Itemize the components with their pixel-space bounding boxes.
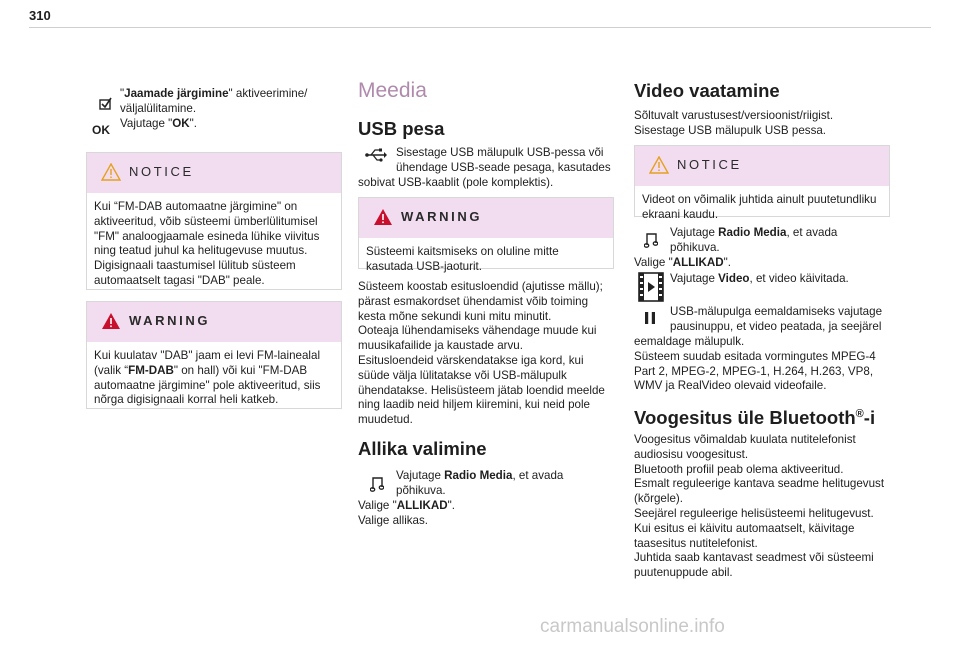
text-line: automaatne järgimine" pole aktiveeritud, siis <box>94 378 321 392</box>
source-step-a: Vajutage Radio Media, et avada põhikuva. <box>396 469 564 497</box>
video-heading: Video vaatamine <box>634 80 780 101</box>
text-line: Kui esitus ei käivitu automaatselt, käivitage <box>634 521 855 535</box>
text-line: Juhtida saab kantavast seadmest või süsteemi <box>634 551 874 565</box>
text-line: muudetud. <box>358 413 413 427</box>
usb-warning-text <box>359 238 613 283</box>
text-line: "Jaamade järgimine" aktiveerimine/ <box>120 87 308 100</box>
warning-triangle-icon <box>373 208 393 231</box>
usb-icon <box>365 148 387 167</box>
text-line: Videot on võimalik juhtida ainult puutetundliku <box>642 193 877 206</box>
warning-box <box>86 301 342 409</box>
ok-key-icon: OK <box>92 123 110 137</box>
video-notice-text <box>635 186 889 231</box>
text-line: ning laadib neid hiljem kiiremini, kui neid pole <box>358 398 591 412</box>
text-line: aktiveeritud, võib süsteemi ümberlülitumisel <box>94 214 318 228</box>
text-line: (valik “FM-DAB" on hall) või kui "FM-DAB <box>94 363 308 377</box>
playlist-text <box>358 280 620 428</box>
text-line: ühendatakse. Helisüsteem jätab loendid meelde <box>358 383 605 397</box>
video-step-1a: Vajutage Radio Media, et avada põhikuva. <box>670 226 838 254</box>
video-notice-box <box>634 145 890 221</box>
warning-text <box>87 342 341 416</box>
usb-heading: USB pesa <box>358 118 445 139</box>
text-line: (kõrgele). <box>634 492 683 506</box>
notice-label: NOTICE <box>677 157 742 172</box>
notice-triangle-icon <box>101 163 121 186</box>
text-line: Esmalt reguleerige kantava seadme helitugevust <box>634 477 885 491</box>
source-heading: Allika valimine <box>358 438 487 459</box>
notice-text <box>87 193 341 297</box>
text-line: taasesitus nutitelefonist. <box>634 536 758 550</box>
text-line: Digisignaali taastumisel lülitub süsteem <box>94 259 296 273</box>
pause-icon <box>644 311 656 330</box>
text-line: väljalülitamine. <box>120 101 197 115</box>
source-step-b: Valige "ALLIKAD". Valige allikas. <box>358 499 455 527</box>
text-line: Sõltuvalt varustusest/versioonist/riigist. <box>634 109 834 122</box>
checkbox-toggle-icon <box>99 97 112 115</box>
text-line: ekraani kaudu. <box>642 207 719 221</box>
video-step-3b: eemaldage mälupulk. Süsteem suudab esitada vormingutes MPEG-4 Part 2, MPEG-2, MPEG-1, H.264, H.263, VP8, WMV ja RealVideo olevaid videofaile. <box>634 335 876 393</box>
notice-label: NOTICE <box>129 164 194 179</box>
text-line: Voogesitus võimaldab kuulata nutitelefonist <box>634 433 856 446</box>
text-line: nõrga digisignaali korral heli katkeb. <box>94 393 279 407</box>
text-line: ning teatud juhul ka helitugevuse muutus. <box>94 244 308 258</box>
text-line: Vajutage "OK". <box>120 116 197 130</box>
tracking-toggle-text <box>120 87 342 131</box>
text-line: Süsteem koostab esitusloendid (ajutisse mällu); <box>358 280 603 293</box>
bluetooth-text <box>634 433 896 581</box>
text-line: kesta mõne sekundi kuni mitu minutit. <box>358 309 552 323</box>
usb-insert-text-b: sobivat USB-kaablit (pole komplektis). <box>358 176 554 189</box>
text-line: Kui kuulatav "DAB" jaam ei levi FM-lainealal <box>94 349 321 362</box>
text-line: automaatselt tagasi "DAB" peale. <box>94 273 265 287</box>
usb-warning-box <box>358 197 614 273</box>
warning-label: WARNING <box>401 209 483 224</box>
music-note-icon <box>644 232 658 253</box>
text-line: süüde välja lülitatakse või USB-mälupulk <box>358 368 567 382</box>
text-line: puutenuppude abil. <box>634 566 733 580</box>
text-line: Süsteemi kaitsmiseks on oluline mitte <box>366 245 559 258</box>
music-note-icon <box>370 476 384 497</box>
bluetooth-heading: Voogesitus üle Bluetooth®-i <box>634 407 876 429</box>
warning-label: WARNING <box>129 313 211 328</box>
text-line: Bluetooth profiil peab olema aktiveeritud. <box>634 462 844 476</box>
top-rule <box>29 27 931 28</box>
notice-box <box>86 152 342 290</box>
text-line: Ooteaja lühendamiseks vähendage muude kui <box>358 324 597 338</box>
watermark: carmanualsonline.info <box>540 616 725 637</box>
text-line: Esitusloendeid värskendatakse iga kord, kui <box>358 353 584 367</box>
text-line: kasutada USB-jaoturit. <box>366 259 482 273</box>
video-step-1b: Valige "ALLIKAD". <box>634 256 731 269</box>
video-step-3a: USB-mälupulga eemaldamiseks vajutage pausinuppu, et video peatada, ja seejärel <box>670 305 883 333</box>
usb-insert-text-a: Sisestage USB mälupulk USB-pessa või ühendage USB-seade pesaga, kasutades <box>396 146 611 174</box>
media-section-title: Meedia <box>358 79 427 102</box>
warning-triangle-icon <box>101 312 121 335</box>
page-number: 310 <box>29 8 51 23</box>
text-line: muusikafailide ja kaustade arvu. <box>358 339 523 353</box>
text-line: pärast esmakordset ühendamist võib toiming <box>358 294 589 308</box>
text-line: "FM" analoogjaamale esineda lühike viivitus <box>94 229 320 243</box>
video-intro-text <box>634 109 890 139</box>
text-line: audiosisu voogesitust. <box>634 447 749 461</box>
text-line: Sisestage USB mälupulk USB pessa. <box>634 123 827 137</box>
video-step-2: Vajutage Video, et video käivitada. <box>670 272 849 285</box>
text-line: Seejärel reguleerige helisüsteemi helitugevust. <box>634 506 874 520</box>
video-film-icon <box>638 272 664 307</box>
notice-triangle-icon <box>649 156 669 179</box>
text-line: Kui “FM-DAB automaatne järgimine" on <box>94 200 298 213</box>
